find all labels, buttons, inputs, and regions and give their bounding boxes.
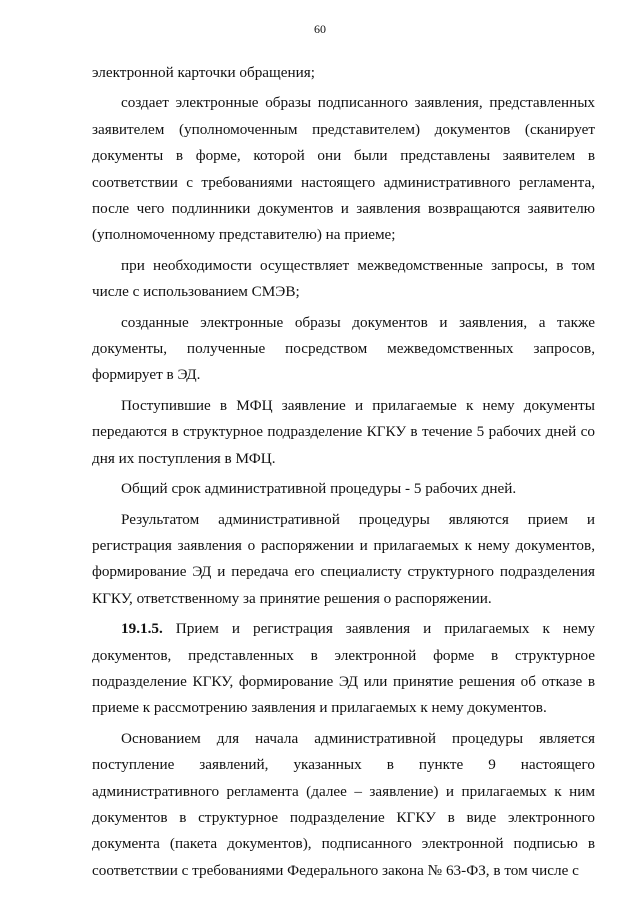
paragraph-4: созданные электронные образы документов и заявления, а также документы, полученные посредством межведомственных запросов, формирует в ЭД. [92,313,595,384]
page-number: 60 [314,22,326,36]
section-paragraph [92,616,595,722]
paragraph-1: электронной карточки обращения; [92,64,315,81]
section-text: Прием и регистрация заявления и прилагаемых к нему документов, представленных в электронной форме в структурное подразделение КГКУ, формирование ЭД или принятие решения об отказе в приеме к рассмотрению заявления и прилагаемых к нему документов. [92,620,595,717]
paragraph-last: Основанием для начала административной процедуры является поступление заявлений, указанных в пункте 9 настоящего административного регламента (далее – заявление) и прилагаемых к ним документов в структурное подразделение КГКУ в виде электронного документа (пакета документов), подписанного электронной подписью в соответствии с требованиями Федерального закона № 63-ФЗ, в том числе с [92,729,595,879]
section-number: 19.1.5. [121,620,163,638]
paragraph-7: Результатом административной процедуры являются прием и регистрация заявления о распоряжении и прилагаемых к нему документов, формирование ЭД и передача его специалисту структурного подразделения КГКУ, ответственному за принятие решения о распоряжении. [92,510,595,607]
paragraph-5: Поступившие в МФЦ заявление и прилагаемые к нему документы передаются в структурное подразделение КГКУ в течение 5 рабочих дней со дня их поступления в МФЦ. [92,396,595,467]
paragraph-3: при необходимости осуществляет межведомственные запросы, в том числе с использованием СМЭВ; [92,256,595,301]
paragraph-6: Общий срок административной процедуры - 5 рабочих дней. [121,480,517,498]
paragraph-2: создает электронные образы подписанного заявления, представленных заявителем (уполномоченным представителем) документов (сканирует документы в форме, которой они были представлены заявителем в соответствии с требованиями настоящего административного регламента, после чего подлинники документов и заявления возвращаются заявителю (уполномоченному представителю) на приеме; [92,94,595,244]
document-body [92,60,595,884]
